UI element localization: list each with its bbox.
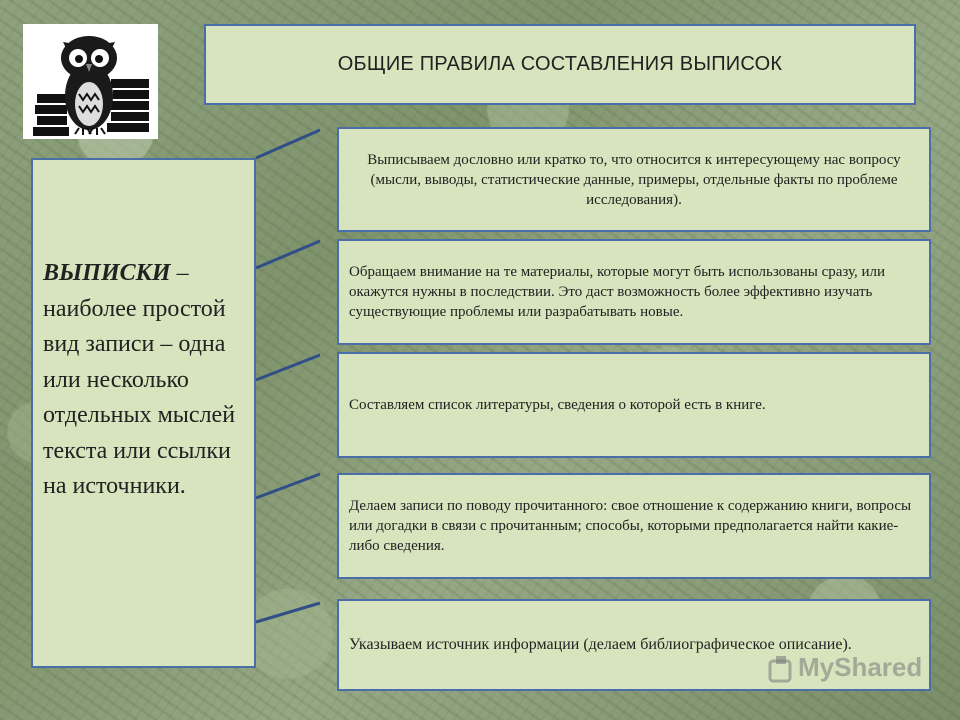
connector-line-3	[256, 355, 320, 380]
connector-line-5	[256, 603, 320, 622]
rule-text-1: Выписываем дословно или кратко то, что относится к интересующему нас вопросу (мысли, выводы, статистические данные, примеры, отдельные факты по проблеме исследования).	[367, 151, 901, 208]
rule-box-1	[337, 127, 931, 232]
definition-box	[31, 158, 256, 668]
rule-text-5: Указываем источник информации (делаем библиографическое описание).	[349, 636, 852, 653]
watermark-icon	[768, 655, 794, 683]
connector-line-2	[256, 241, 320, 268]
rule-text-4: Делаем записи по поводу прочитанного: свое отношение к содержанию книги, вопросы или догадки в связи с прочитанным; способы, которыми предполагается найти какие-либо сведения.	[349, 498, 912, 554]
definition-body: – наиболее простой вид записи – одна или несколько отдельных мыслей текста или ссылки на источники.	[43, 260, 236, 499]
connector-line-1	[256, 130, 320, 158]
title-box	[204, 24, 916, 105]
rule-text-2: Обращаем внимание на те материалы, которые могут быть использованы сразу, или окажутся нужны в последствии. Это даст возможность более эффективно изучать существующие проблемы или разрабатывать новые.	[349, 264, 886, 320]
definition-term: ВЫПИСКИ	[43, 260, 171, 286]
definition-text	[43, 256, 249, 505]
watermark-text: MyShared	[798, 652, 923, 682]
rule-box-3	[337, 352, 931, 458]
rule-box-4	[337, 473, 931, 579]
rule-box-2	[337, 239, 931, 345]
rule-text-3: Составляем список литературы, сведения о которой есть в книге.	[349, 397, 766, 413]
connector-line-4	[256, 474, 320, 498]
page-title: ОБЩИЕ ПРАВИЛА СОСТАВЛЕНИЯ ВЫПИСОК	[337, 53, 783, 75]
